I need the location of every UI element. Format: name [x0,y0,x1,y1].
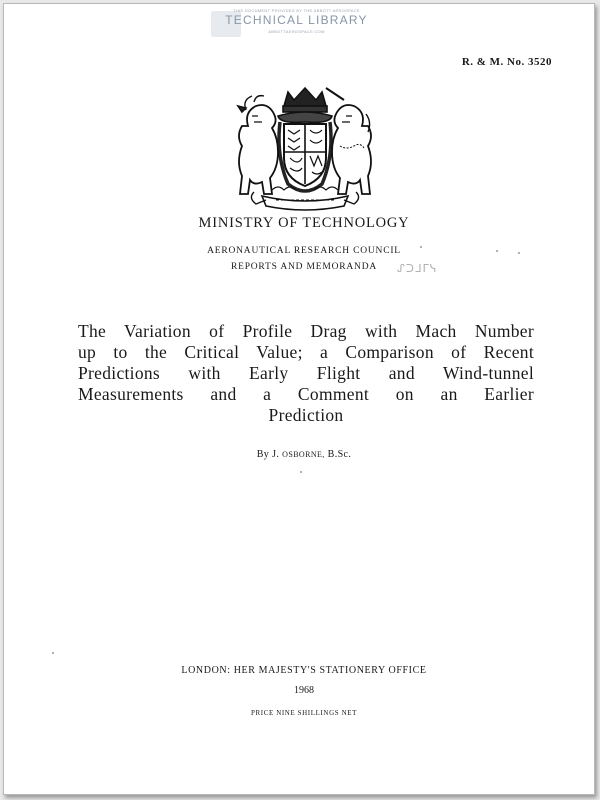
royal-coat-of-arms-icon [232,86,378,212]
title-line: up to the Critical Value; a Comparison of Recent [78,342,534,362]
stamp-library-name: TECHNICAL LIBRARY [225,13,368,27]
author-prefix: By J. [256,449,280,460]
title-line: Measurements and a Comment on an Earlier [78,384,534,404]
stamp-top-line: THIS DOCUMENT PROVIDED BY THE ABBOTT AEROSPACE [233,8,360,13]
handwritten-marks: ᔑᑐᒧᒥᓭ [397,264,438,276]
library-stamp [209,8,384,40]
series-name: REPORTS AND MEMORANDA [230,262,378,272]
speck [496,250,498,252]
speck [300,471,302,473]
title-line: The Variation of Profile Drag with Mach Number [78,321,534,341]
document-cover [3,3,595,795]
title-line: Predictions with Early Flight and Wind-tunnel [78,363,534,383]
stamp-bottom-line: ABBOTTAEROSPACE.COM [268,29,325,34]
document-title [78,321,534,426]
author-name: OSBORNE, [282,450,325,459]
publisher: LONDON: HER MAJESTY'S STATIONERY OFFICE [181,665,427,676]
speck [420,246,422,248]
speck [52,652,54,654]
council-block [4,243,600,275]
ministry-name: MINISTRY OF TECHNOLOGY [198,215,410,231]
council-name: AERONAUTICAL RESEARCH COUNCIL [207,246,401,256]
author-line [4,449,600,460]
title-line: Prediction [268,405,344,425]
price: PRICE NINE SHILLINGS NET [251,709,357,717]
report-number: R. & M. No. 3520 [461,56,552,68]
speck [518,252,520,254]
publication-year: 1968 [294,685,314,696]
author-degree: B.Sc. [327,449,352,460]
